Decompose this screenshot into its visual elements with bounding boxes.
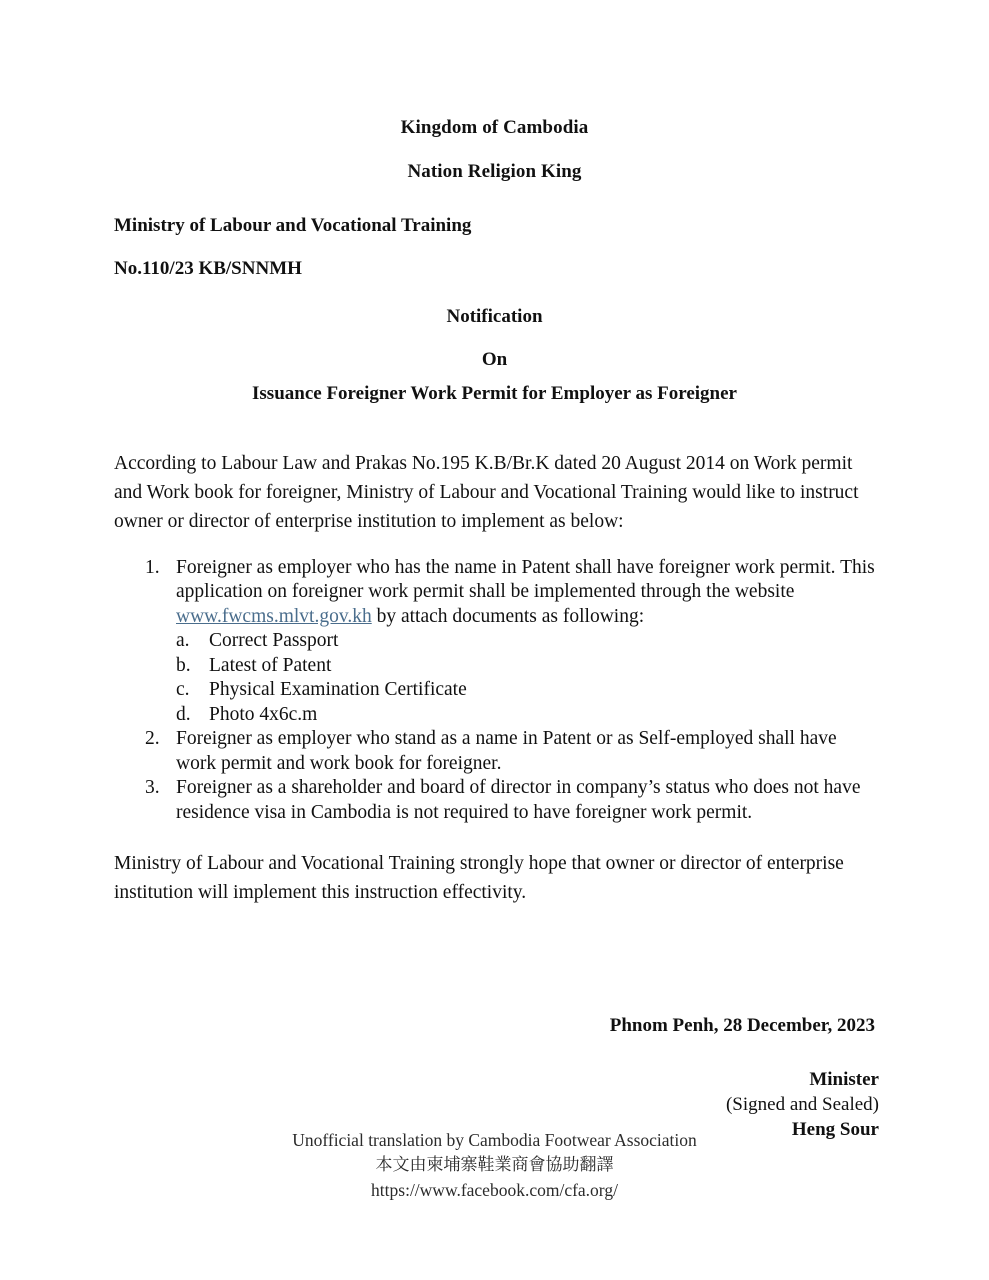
- list-item-text: Latest of Patent: [209, 654, 332, 676]
- footer-attribution: Unofficial translation by Cambodia Footwear Association: [292, 1130, 697, 1150]
- list-item: [114, 776, 876, 825]
- heading-notification: Notification: [446, 306, 543, 327]
- heading-national-motto: Nation Religion King: [407, 161, 582, 182]
- closing-paragraph: Ministry of Labour and Vocational Training strongly hope that owner or director of enterprise institution will implement this instruction effectivity.: [114, 853, 844, 903]
- list-item-text-part: by attach documents as following:: [371, 605, 645, 627]
- list-item: [114, 727, 876, 776]
- list-marker: 1.: [145, 556, 160, 578]
- list-item-text: Photo 4x6c.m: [209, 703, 318, 725]
- list-marker: 3.: [145, 777, 160, 798]
- heading-ministry: Ministry of Labour and Vocational Training: [114, 215, 472, 236]
- list-item-text: [176, 557, 875, 627]
- list-item: [176, 629, 876, 654]
- list-marker: 2.: [145, 728, 160, 749]
- heading-kingdom: Kingdom of Cambodia: [400, 117, 589, 138]
- lettered-sublist: [176, 629, 876, 727]
- list-item: [176, 654, 876, 679]
- signature-place-date: Phnom Penh, 28 December, 2023: [609, 1015, 875, 1036]
- list-marker: c.: [176, 679, 190, 700]
- fwcms-website-link[interactable]: www.fwcms.mlvt.gov.kh: [176, 605, 372, 627]
- document-number: No.110/23 KB/SNNMH: [114, 258, 302, 279]
- list-item-text: Foreigner as a shareholder and board of director in company’s status who does not have residence visa in Cambodia is not required to have foreigner work permit.: [176, 777, 861, 823]
- list-item-text: Physical Examination Certificate: [209, 679, 467, 700]
- signatory-name: Heng Sour: [791, 1119, 879, 1140]
- signatory-title: Minister: [809, 1069, 879, 1090]
- list-item: [176, 678, 876, 703]
- footer: [0, 1128, 989, 1203]
- signed-sealed-note: (Signed and Sealed): [725, 1094, 879, 1115]
- footer-facebook-url: https://www.facebook.com/cfa.org/: [371, 1180, 618, 1200]
- list-item-text-part: Foreigner as employer who has the name in Patent shall have foreigner work permit. This application on foreigner work permit shall be implemented through the website: [176, 556, 875, 602]
- list-item-text: Foreigner as employer who stand as a name in Patent or as Self-employed shall have work permit and work book for foreigner.: [176, 728, 837, 774]
- document-body: [114, 449, 876, 907]
- list-marker: b.: [176, 654, 191, 676]
- numbered-list: [114, 556, 876, 826]
- list-item: [176, 703, 876, 728]
- heading-subject: Issuance Foreigner Work Permit for Employer as Foreigner: [252, 383, 737, 404]
- list-marker: a.: [176, 630, 190, 651]
- list-item: [114, 556, 876, 728]
- intro-paragraph: According to Labour Law and Prakas No.195 K.B/Br.K dated 20 August 2014 on Work permit and Work book for foreigner, Ministry of Labour and Vocational Training would like to instruct owner or director of enterprise institution to implement as below:: [114, 453, 859, 532]
- list-item-text: Correct Passport: [209, 630, 339, 651]
- list-marker: d.: [176, 703, 191, 725]
- footer-attribution-chinese: 本文由柬埔寨鞋業商會協助翻譯: [375, 1155, 614, 1175]
- heading-on: On: [481, 349, 508, 370]
